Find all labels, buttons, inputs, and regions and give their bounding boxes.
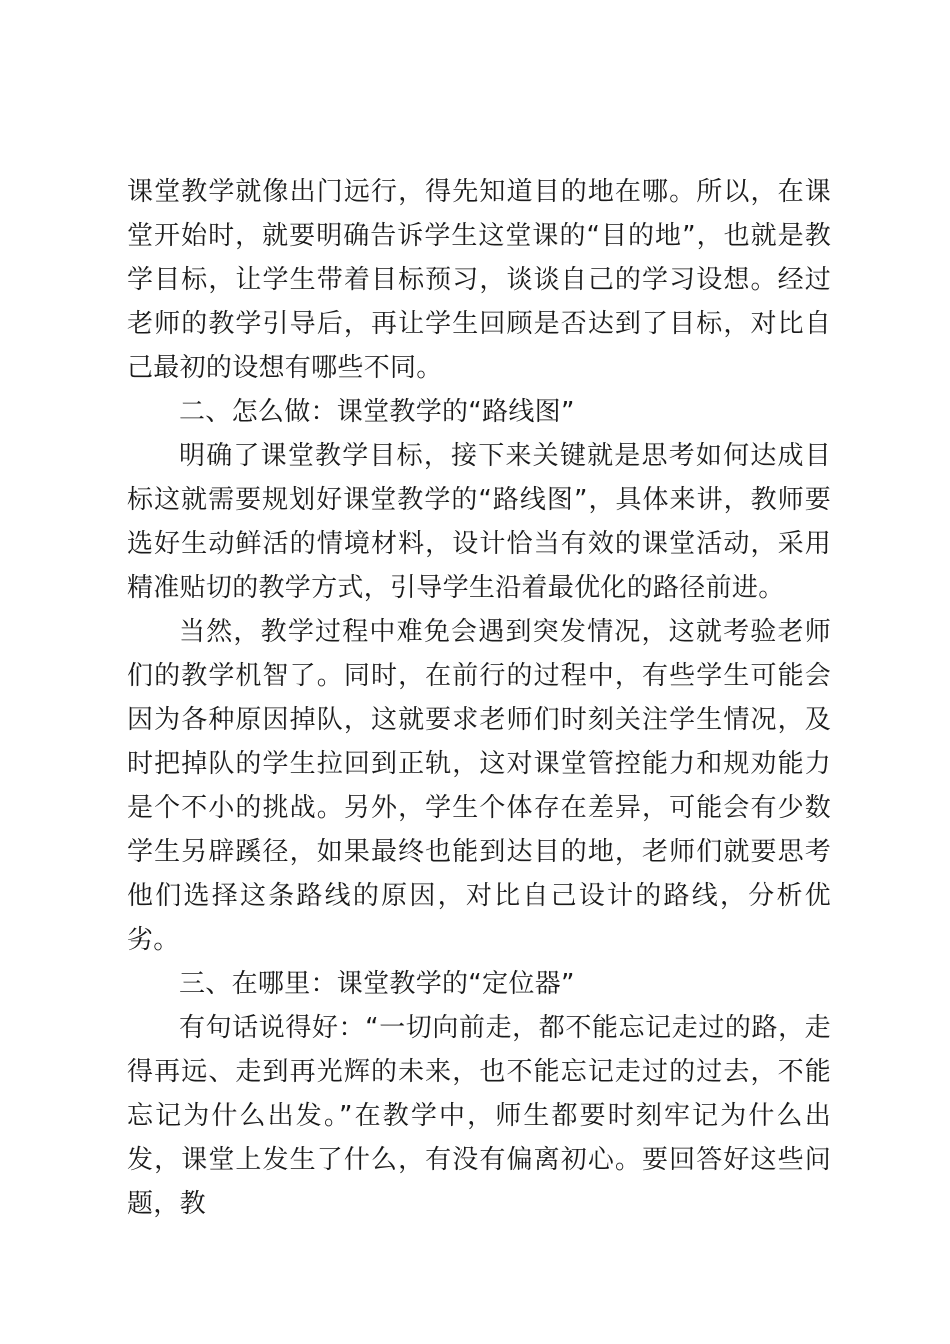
document-body [127,170,831,1226]
paragraph-locator: 有句话说得好：“一切向前走，都不能忘记走过的路，走得再远、走到再光辉的未来，也不能忘记走过的过去，不能忘记为什么出发。”在教学中，师生都要时刻牢记为什么出发，课堂上发生了什么，有没有偏离初心。要回答好这些问题，教 [127,1013,831,1219]
paragraph-route-map: 明确了课堂教学目标，接下来关键就是思考如何达成目标这就需要规划好课堂教学的“路线图”，具体来讲，教师要选好生动鲜活的情境材料，设计恰当有效的课堂活动，采用精准贴切的教学方式，引导学生沿着最优化的路径前进。 [127,441,831,603]
section-heading-locator: 三、在哪里：课堂教学的“定位器” [179,969,575,999]
paragraph-destination: 课堂教学就像出门远行，得先知道目的地在哪。所以，在课堂开始时，就要明确告诉学生这堂课的“目的地”，也就是教学目标，让学生带着目标预习，谈谈自己的学习设想。经过老师的教学引导后，再让学生回顾是否达到了目标，对比自己最初的设想有哪些不同。 [127,177,831,383]
paragraph-emergencies: 当然，教学过程中难免会遇到突发情况，这就考验老师们的教学机智了。同时，在前行的过程中，有些学生可能会因为各种原因掉队，这就要求老师们时刻关注学生情况，及时把掉队的学生拉回到正轨，这对课堂管控能力和规劝能力是个不小的挑战。另外，学生个体存在差异，可能会有少数学生另辟蹊径，如果最终也能到达目的地，老师们就要思考他们选择这条路线的原因，对比自己设计的路线，分析优劣。 [127,617,831,955]
section-heading-route-map: 二、怎么做：课堂教学的“路线图” [179,397,575,427]
